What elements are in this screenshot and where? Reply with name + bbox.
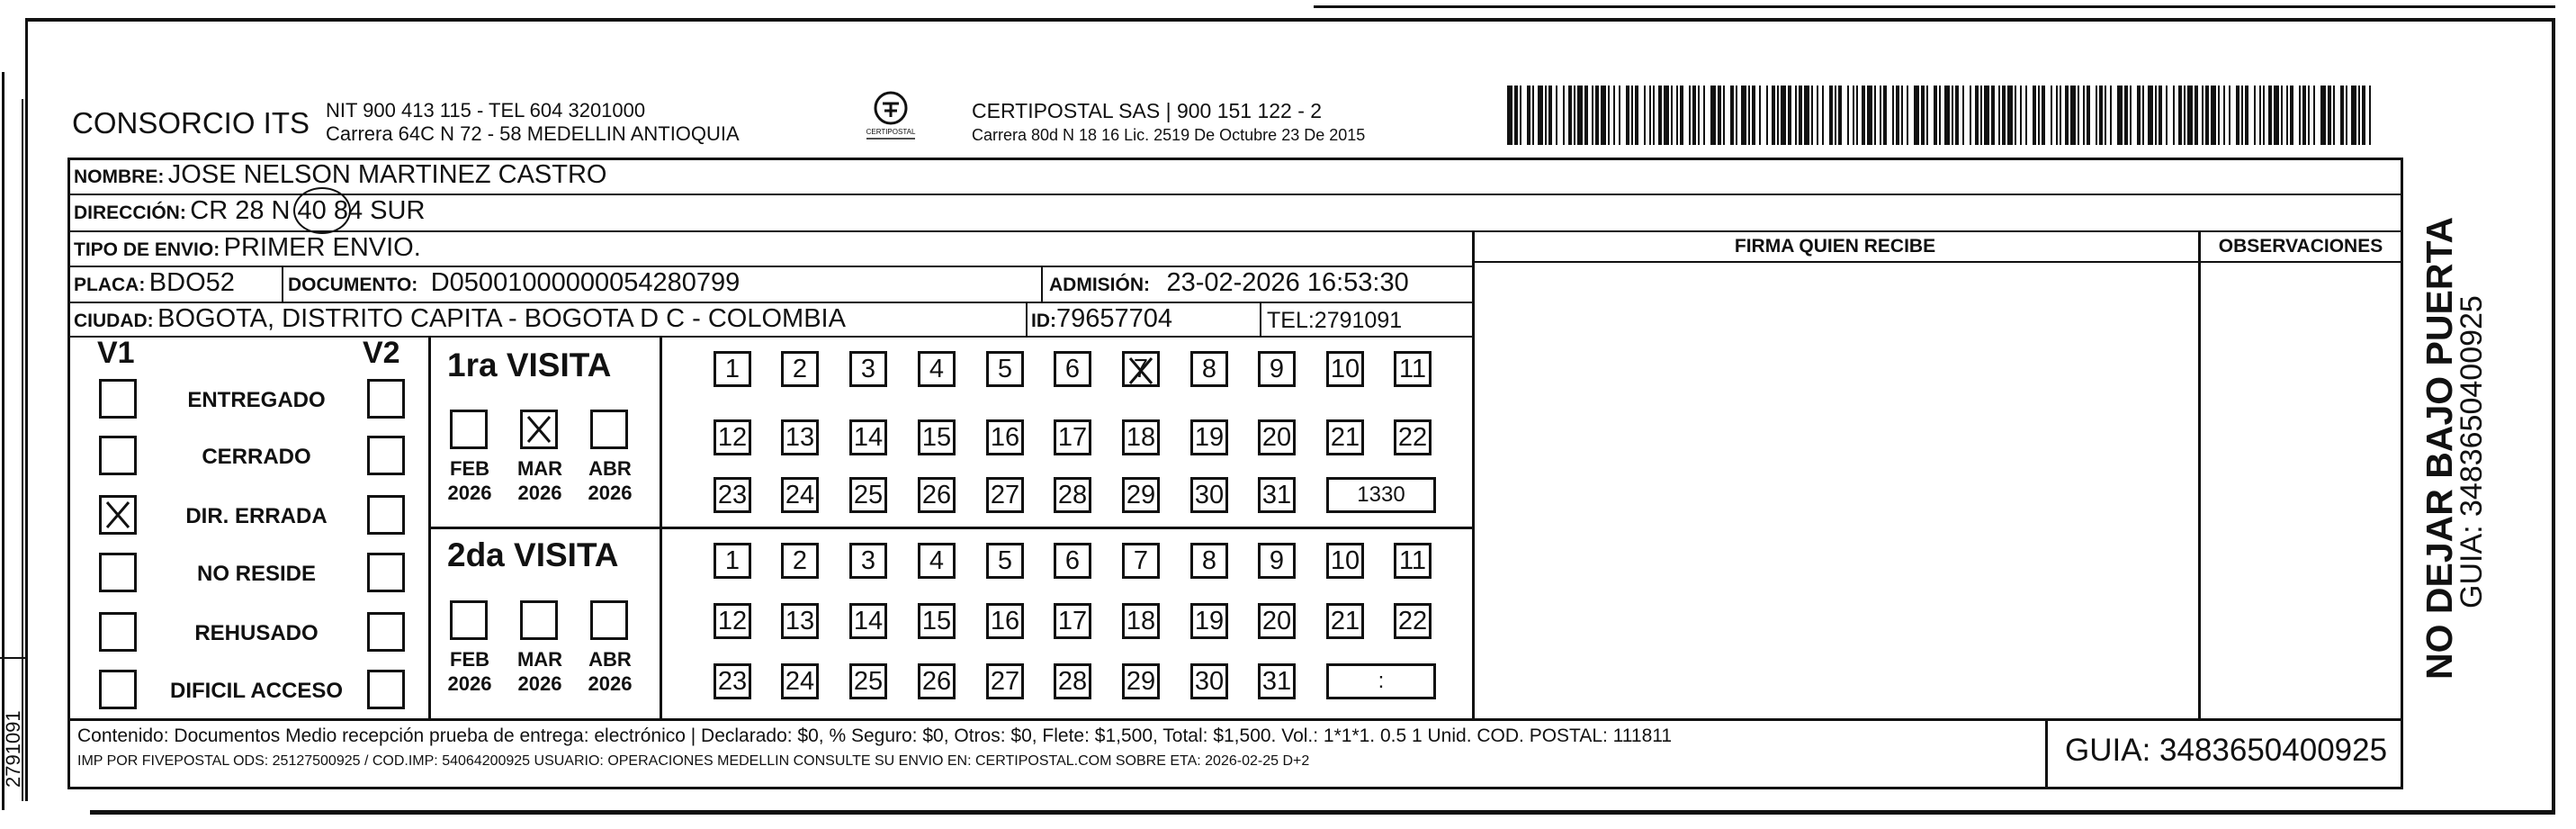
firma-header-rule [1472, 261, 2403, 263]
day-box[interactable] [714, 419, 751, 455]
day-number: 20 [1261, 422, 1292, 452]
v1-checkbox[interactable] [99, 495, 137, 535]
day-box[interactable] [1394, 419, 1432, 455]
day-box[interactable] [714, 351, 751, 387]
v1-checkbox[interactable] [99, 553, 137, 592]
day-box[interactable] [849, 603, 887, 639]
status-option-label: DIR. ERRADA [185, 504, 328, 528]
x-mark-icon [1127, 356, 1154, 386]
month-label [515, 456, 565, 505]
day-box[interactable] [1190, 543, 1228, 579]
day-number: 6 [1064, 545, 1081, 575]
v2-header: V2 [363, 336, 400, 370]
tipo-label: TIPO DE ENVIO: [74, 239, 220, 260]
day-number: 7 [1133, 354, 1149, 383]
placa-row [74, 268, 235, 298]
admision-value: 23-02-2026 16:53:30 [1166, 268, 1409, 297]
day-box[interactable] [1054, 419, 1091, 455]
day-number: 15 [921, 422, 952, 452]
footer-guia: GUIA: 3483650400925 [2065, 733, 2388, 768]
day-box[interactable] [918, 477, 956, 513]
day-number: 8 [1201, 354, 1217, 383]
day-number: 13 [785, 422, 815, 452]
day-box[interactable] [1122, 477, 1160, 513]
day-number: 23 [717, 666, 748, 696]
month-checkbox[interactable] [590, 410, 628, 449]
second-visit-title: 2da VISITA [447, 536, 619, 573]
day-number: 9 [1269, 545, 1285, 575]
certipostal-name: CERTIPOSTAL SAS | 900 151 122 - 2 [972, 99, 1323, 122]
direccion-circle-mark [293, 187, 351, 234]
x-mark-icon [525, 414, 552, 445]
ciudad-value: BOGOTA, DISTRITO CAPITA - BOGOTA D C - COLOMBIA [157, 304, 846, 333]
month-year: 2026 [517, 482, 562, 504]
day-number: 21 [1330, 422, 1360, 452]
day-number: 31 [1261, 666, 1292, 696]
left-tel: 2791091 [2, 710, 24, 788]
nombre-label: NOMBRE: [74, 167, 165, 187]
day-number: 26 [921, 480, 952, 509]
day-number: 17 [1057, 606, 1088, 635]
row-rule-1 [67, 194, 2403, 195]
day-number: 24 [785, 480, 815, 509]
day-box[interactable] [1190, 663, 1228, 699]
month-checkbox[interactable] [450, 600, 488, 640]
certipostal-logo [859, 88, 922, 151]
right-border [2552, 18, 2555, 810]
left-border [25, 18, 28, 801]
observaciones-area[interactable] [2202, 264, 2398, 716]
day-box[interactable] [849, 351, 887, 387]
day-box[interactable] [781, 351, 819, 387]
day-box[interactable] [1054, 477, 1091, 513]
month-year: 2026 [447, 672, 492, 695]
day-number: 12 [717, 606, 748, 635]
month-checkbox[interactable] [520, 600, 558, 640]
day-box[interactable] [781, 603, 819, 639]
left-tel-box-top [0, 657, 25, 659]
tel-row [1267, 308, 1402, 334]
direccion-row [74, 196, 425, 226]
day-number: 19 [1194, 422, 1225, 452]
day-box[interactable] [986, 603, 1024, 639]
day-number: 19 [1194, 606, 1225, 635]
day-box[interactable] [918, 663, 956, 699]
x-mark-icon [104, 500, 131, 530]
month-name: FEB [450, 648, 489, 671]
ciudad-label: CIUDAD: [74, 311, 154, 331]
top-border-shadow [1314, 5, 2555, 8]
day-box[interactable] [1258, 603, 1296, 639]
day-number: 23 [717, 480, 748, 509]
day-box[interactable] [1326, 351, 1364, 387]
firma-area[interactable] [1476, 264, 2195, 716]
day-box[interactable] [1054, 351, 1091, 387]
day-number: 25 [853, 480, 884, 509]
day-number: 9 [1269, 354, 1285, 383]
form-bottom-rule [67, 787, 2403, 789]
month-checkbox[interactable] [590, 600, 628, 640]
day-box[interactable] [1190, 351, 1228, 387]
day-number: 27 [990, 666, 1020, 696]
month-label [585, 647, 635, 696]
documento-label: DOCUMENTO: [288, 275, 418, 295]
day-number: 30 [1194, 480, 1225, 509]
row-rule-3 [67, 266, 1472, 267]
day-number: 29 [1126, 666, 1156, 696]
form-right-rule [2401, 158, 2403, 789]
visit-split-rule [428, 527, 1472, 529]
firma-label: FIRMA QUIEN RECIBE [1734, 236, 1936, 257]
day-box[interactable] [986, 663, 1024, 699]
month-name: ABR [588, 648, 632, 671]
day-box[interactable] [849, 419, 887, 455]
v2-checkbox[interactable] [367, 553, 405, 592]
barcode [1507, 86, 2375, 145]
month-year: 2026 [588, 672, 633, 695]
month-label [444, 456, 495, 505]
day-number: 26 [921, 666, 952, 696]
day-box[interactable] [1054, 543, 1091, 579]
month-name: FEB [450, 457, 489, 480]
day-number: 5 [997, 354, 1013, 383]
day-box[interactable] [918, 543, 956, 579]
month-label [585, 456, 635, 505]
time-value: 1330 [1357, 482, 1405, 507]
top-border [25, 18, 2554, 22]
day-number: 17 [1057, 422, 1088, 452]
time-value: : [1378, 669, 1385, 693]
day-number: 29 [1126, 480, 1156, 509]
day-box[interactable] [714, 543, 751, 579]
day-number: 28 [1057, 480, 1088, 509]
day-box[interactable] [1122, 603, 1160, 639]
day-number: 14 [853, 606, 884, 635]
day-box[interactable] [1054, 663, 1091, 699]
month-checkbox[interactable] [450, 410, 488, 449]
day-number: 16 [990, 422, 1020, 452]
v2-checkbox[interactable] [367, 495, 405, 535]
day-box[interactable] [1190, 477, 1228, 513]
day-number: 20 [1261, 606, 1292, 635]
barcode-bar [2371, 86, 2376, 145]
v2-checkbox[interactable] [367, 612, 405, 652]
footer-contenido: Contenido: Documentos Medio recepción prueba de entrega: electrónico | Declarado: $0, % Seguro: $0, Otros: $0, Flete: $1,500, Total: $1,500. Vol.: 1*1*1. 0.5 1 Unid. COD. POSTAL: 111811 [77, 725, 1673, 746]
day-number: 21 [1330, 606, 1360, 635]
day-number: 18 [1126, 606, 1156, 635]
month-year: 2026 [447, 482, 492, 504]
day-box[interactable] [714, 663, 751, 699]
day-box[interactable] [1326, 543, 1364, 579]
status-option-label: NO RESIDE [196, 562, 317, 586]
id-row [1031, 304, 1172, 334]
day-box[interactable] [1258, 419, 1296, 455]
company-nit-tel: NIT 900 413 115 - TEL 604 3201000 [326, 99, 646, 122]
day-box[interactable] [1054, 603, 1091, 639]
tipo-value: PRIMER ENVIO. [223, 233, 421, 262]
day-number: 18 [1126, 422, 1156, 452]
time-box[interactable] [1326, 663, 1436, 699]
day-box[interactable] [1122, 351, 1160, 387]
documento-value: D05001000000054280799 [430, 268, 740, 297]
firma-left-rule [1472, 230, 1475, 718]
day-box[interactable] [1122, 419, 1160, 455]
id-label: ID: [1031, 311, 1056, 331]
side-guia: GUIA: 3483650400925 [2455, 295, 2489, 608]
day-box[interactable] [918, 351, 956, 387]
page-left-edge [2, 72, 4, 810]
day-box[interactable] [781, 663, 819, 699]
day-number: 11 [1398, 354, 1427, 383]
day-box[interactable] [849, 663, 887, 699]
day-box[interactable] [714, 477, 751, 513]
v1-checkbox[interactable] [99, 612, 137, 652]
day-number: 13 [785, 606, 815, 635]
row-rule-footer [67, 718, 2403, 721]
day-number: 10 [1330, 545, 1360, 575]
day-box[interactable] [1326, 603, 1364, 639]
month-checkbox[interactable] [520, 410, 558, 449]
v1-checkbox[interactable] [99, 436, 137, 475]
certipostal-logo-text: CERTIPOSTAL [866, 128, 916, 136]
day-number: 12 [717, 422, 748, 452]
day-box[interactable] [986, 419, 1024, 455]
month-name: MAR [516, 648, 563, 671]
day-number: 2 [792, 545, 808, 575]
v2-checkbox[interactable] [367, 436, 405, 475]
tel-value: 2791091 [1314, 308, 1403, 333]
day-box[interactable] [1190, 419, 1228, 455]
id-tel-rule [1260, 302, 1261, 338]
day-box[interactable] [849, 477, 887, 513]
row-rule-2 [67, 230, 2403, 232]
first-visit-title: 1ra VISITA [447, 347, 612, 383]
day-box[interactable] [986, 543, 1024, 579]
day-box[interactable] [986, 351, 1024, 387]
status-option-label: DIFICIL ACCESO [169, 679, 343, 703]
footer-guia-rule [2045, 718, 2048, 788]
v1-header: V1 [97, 336, 135, 370]
footer-imp: IMP POR FIVEPOSTAL ODS: 25127500925 / COD.IMP: 54064200925 USUARIO: OPERACIONES MEDELLIN CONSULTE SU ENVIO EN: CERTIPOSTAL.COM SOBRE ETA: 2026-02-25 D+2 [77, 753, 1310, 769]
direccion-value: CR 28 N 40 84 SUR [190, 196, 426, 225]
admision-row [1049, 268, 1409, 298]
page-left-edge-inner [22, 99, 23, 801]
day-number: 7 [1133, 545, 1149, 575]
day-box[interactable] [781, 543, 819, 579]
day-box[interactable] [1258, 477, 1296, 513]
direccion-label: DIRECCIÓN: [74, 203, 186, 223]
v1-checkbox[interactable] [99, 670, 137, 709]
day-box[interactable] [1258, 663, 1296, 699]
month-name: ABR [588, 457, 632, 480]
day-box[interactable] [1258, 351, 1296, 387]
day-number: 16 [990, 606, 1020, 635]
month-label [515, 647, 565, 696]
month-name: MAR [516, 457, 563, 480]
day-number: 3 [860, 545, 876, 575]
day-number: 1 [724, 354, 740, 383]
day-box[interactable] [918, 603, 956, 639]
bottom-border [90, 810, 2555, 815]
placa-label: PLACA: [74, 275, 146, 295]
v2-checkbox[interactable] [367, 379, 405, 419]
month-year: 2026 [588, 482, 633, 504]
status-option-label: CERRADO [202, 445, 311, 469]
doc-adm-rule [1041, 266, 1043, 302]
day-box[interactable] [714, 603, 751, 639]
documento-row [288, 268, 740, 298]
admision-label: ADMISIÓN: [1049, 275, 1150, 295]
nombre-row [74, 160, 607, 190]
observaciones-left-rule [2198, 230, 2201, 718]
placa-doc-rule [282, 266, 283, 302]
status-option-label: REHUSADO [194, 621, 319, 645]
id-value: 79657704 [1056, 304, 1173, 333]
day-box[interactable] [1190, 603, 1228, 639]
day-box[interactable] [1394, 543, 1432, 579]
tipo-row [74, 233, 421, 263]
day-box[interactable] [781, 477, 819, 513]
ciudad-row [74, 304, 846, 334]
ciudad-id-rule [1026, 302, 1028, 338]
day-number: 5 [997, 545, 1013, 575]
day-box[interactable] [1122, 543, 1160, 579]
day-box[interactable] [781, 419, 819, 455]
v1-checkbox[interactable] [99, 379, 137, 419]
day-box[interactable] [1394, 603, 1432, 639]
day-number: 4 [929, 354, 945, 383]
day-number: 6 [1064, 354, 1081, 383]
company-name: CONSORCIO ITS [72, 106, 310, 140]
certipostal-address: Carrera 80d N 18 16 Lic. 2519 De Octubre 23 De 2015 [972, 126, 1366, 144]
day-number: 25 [853, 666, 884, 696]
day-number: 27 [990, 480, 1020, 509]
day-number: 2 [792, 354, 808, 383]
day-number: 14 [853, 422, 884, 452]
day-number: 10 [1330, 354, 1360, 383]
time-box[interactable] [1326, 477, 1436, 513]
day-number: 31 [1261, 480, 1292, 509]
status-option-label: ENTREGADO [187, 388, 326, 412]
day-box[interactable] [1326, 419, 1364, 455]
form-left-rule [67, 158, 70, 789]
day-box[interactable] [1394, 351, 1432, 387]
day-number: 24 [785, 666, 815, 696]
day-number: 22 [1397, 606, 1428, 635]
day-box[interactable] [918, 419, 956, 455]
day-box[interactable] [986, 477, 1024, 513]
day-box[interactable] [1122, 663, 1160, 699]
certipostal-logo-icon [859, 88, 922, 151]
observaciones-label: OBSERVACIONES [2218, 236, 2383, 257]
day-box[interactable] [849, 543, 887, 579]
no-dejar-bajo-puerta: NO DEJAR BAJO PUERTA [2419, 216, 2460, 680]
day-number: 22 [1397, 422, 1428, 452]
day-number: 11 [1398, 545, 1427, 575]
tel-label: TEL: [1267, 308, 1315, 333]
company-address: Carrera 64C N 72 - 58 MEDELLIN ANTIOQUIA [326, 122, 740, 145]
day-number: 8 [1201, 545, 1217, 575]
v2-checkbox[interactable] [367, 670, 405, 709]
day-number: 1 [724, 545, 740, 575]
nombre-value: JOSE NELSON MARTINEZ CASTRO [167, 160, 607, 189]
month-year: 2026 [517, 672, 562, 695]
day-number: 30 [1194, 666, 1225, 696]
day-number: 15 [921, 606, 952, 635]
day-box[interactable] [1258, 543, 1296, 579]
day-number: 3 [860, 354, 876, 383]
placa-value: BDO52 [148, 268, 235, 297]
day-number: 4 [929, 545, 945, 575]
month-label [444, 647, 495, 696]
day-number: 28 [1057, 666, 1088, 696]
